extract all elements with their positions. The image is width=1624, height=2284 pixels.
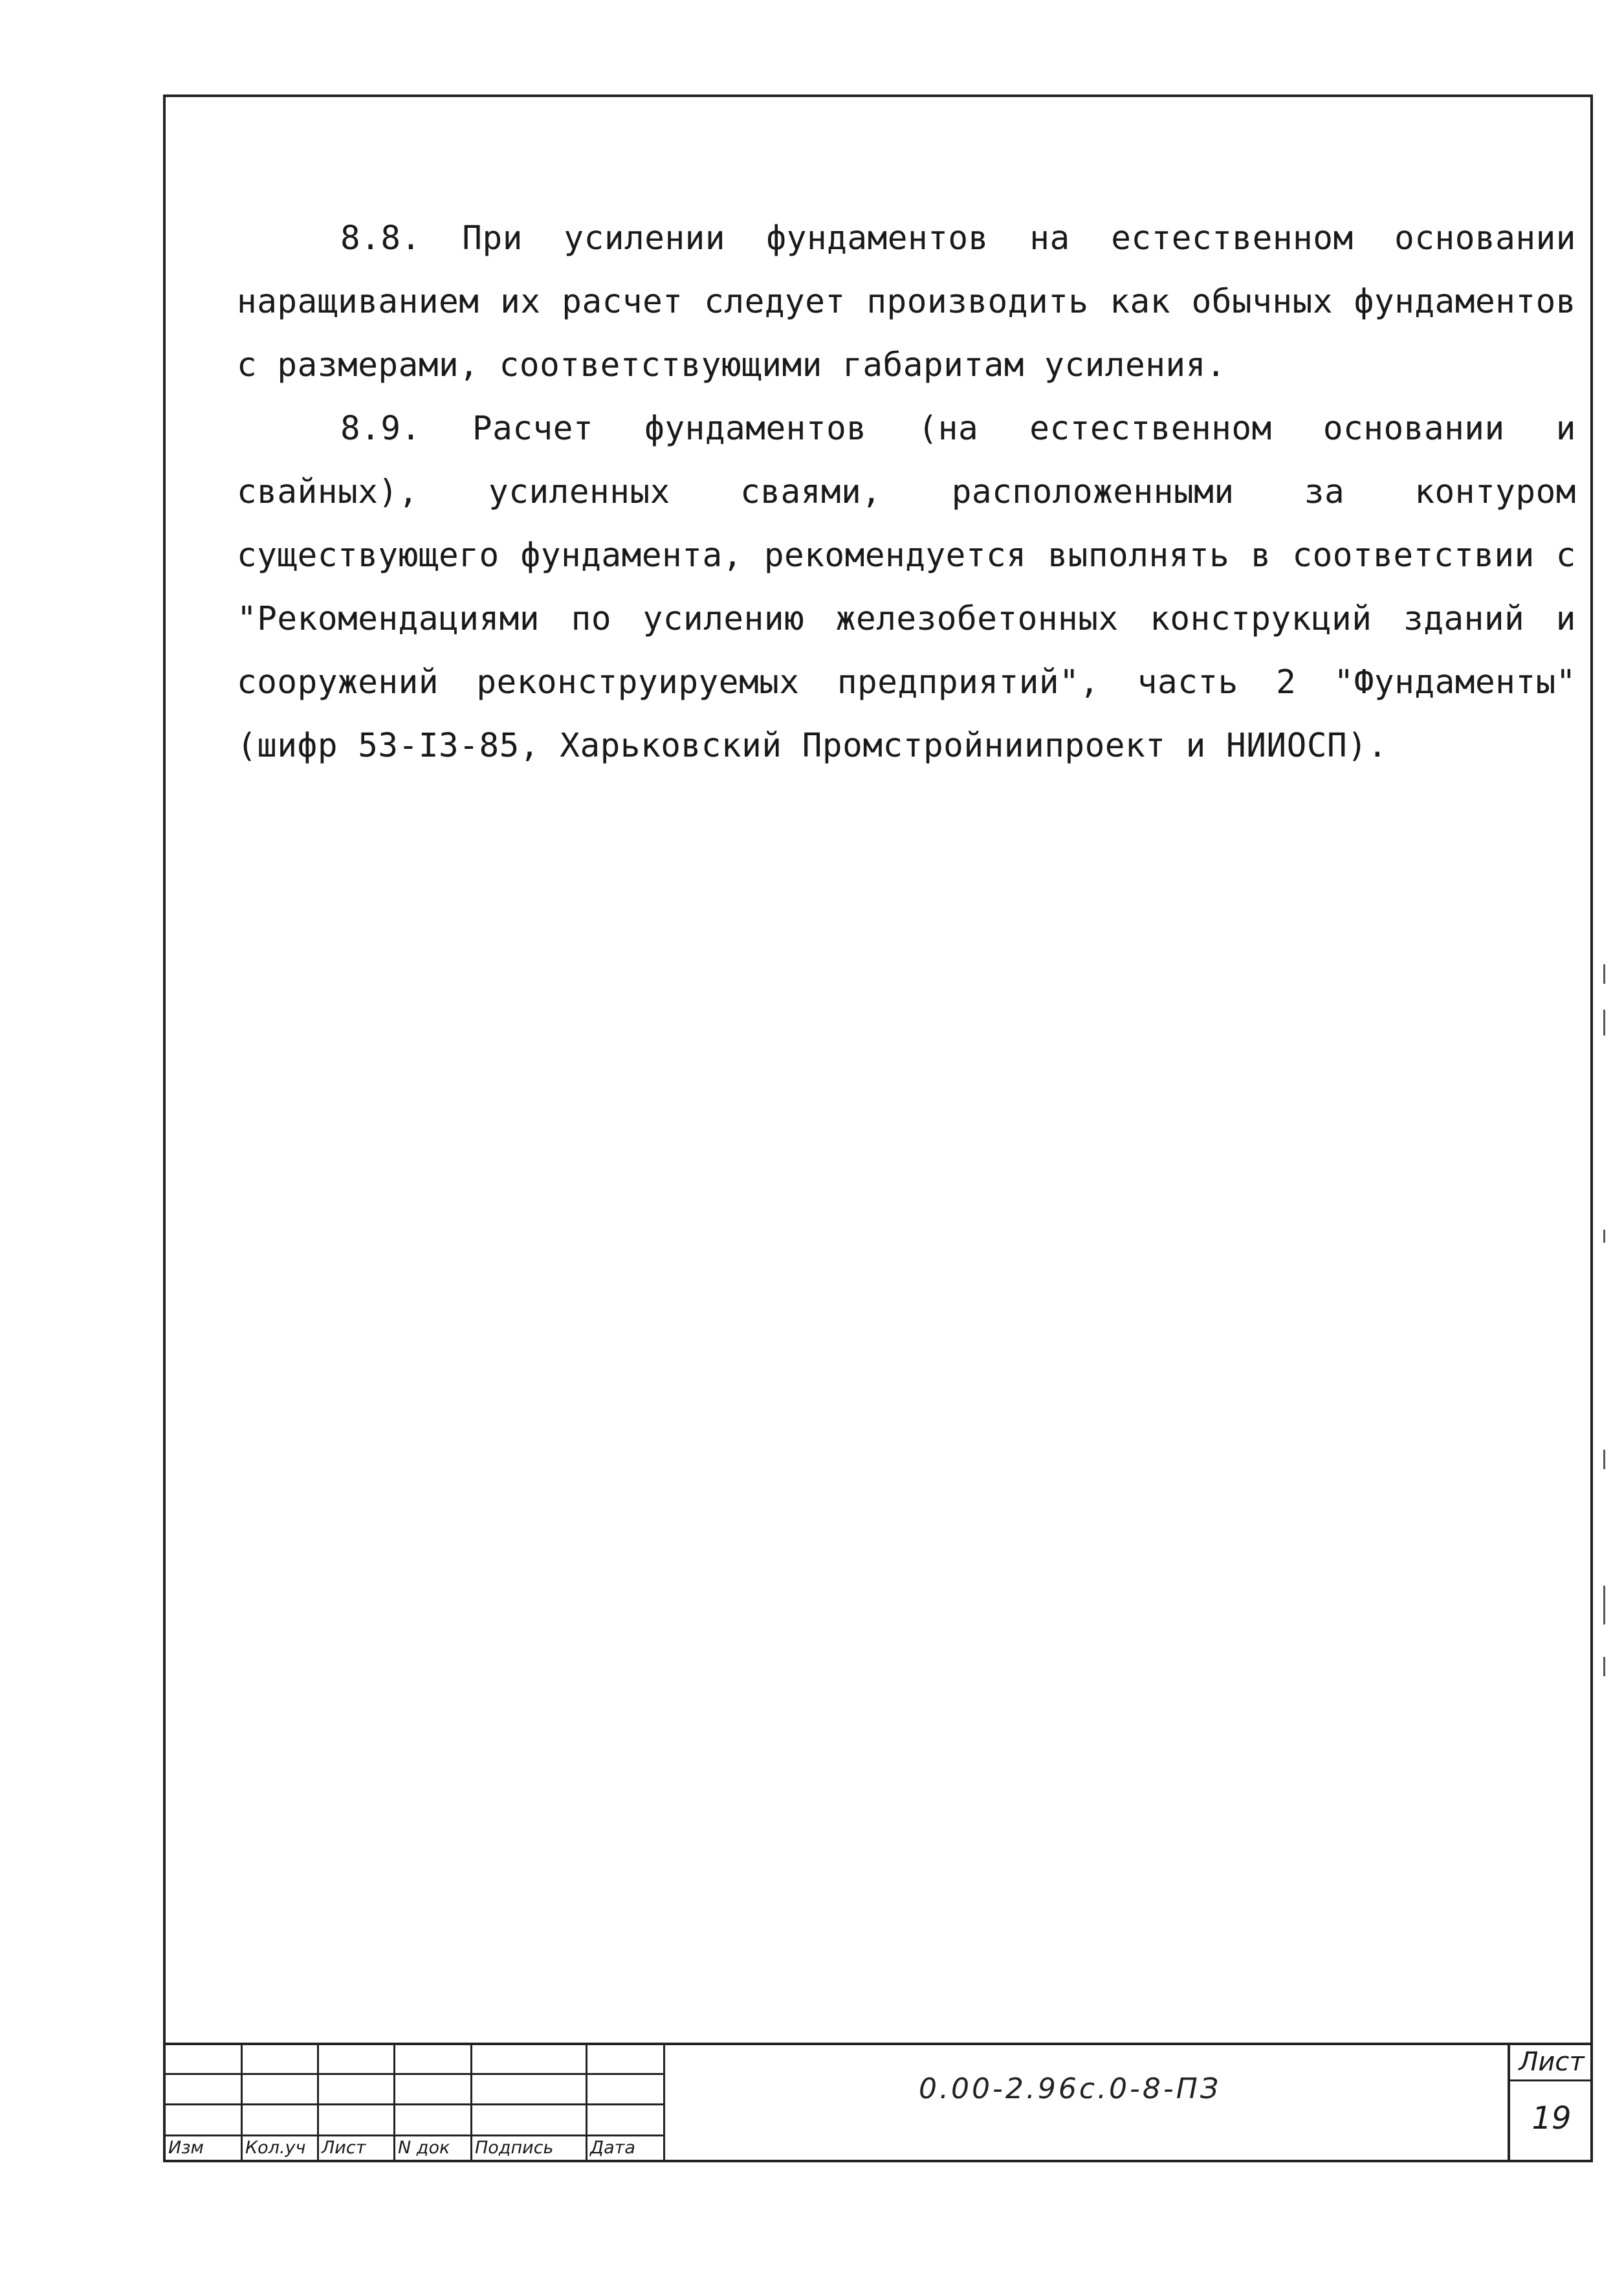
sheet-box — [1508, 2043, 1593, 2162]
stamp-cell — [472, 2105, 587, 2136]
stamp-cell — [587, 2105, 665, 2136]
paragraph-8-9: 8.9. Расчет фундаментов (на естественном основании и свайных), усиленных сваями, расположенными за контуром существующего фундамента, рекомендуется выполнять в соответствии с "Рекомендациями по усилению железобетонных конструкций зданий и сооружений реконструируемых предприятий", часть 2 "Фундаменты" (шифр 53-I3-85, Харьковский Промстройниипроект и НИИОСП). — [237, 410, 1576, 765]
stamp-cell — [243, 2045, 319, 2075]
margin-mark — [1603, 1010, 1605, 1036]
stamp-cell — [319, 2075, 395, 2105]
paragraph-8-8: 8.8. При усилении фундаментов на естественном основании наращиванием их расчет следует производить как обычных фундаментов с размерами, соответствующими габаритам усиления. — [237, 219, 1576, 384]
column-label-list: Лист — [319, 2136, 395, 2160]
revision-table — [166, 2045, 665, 2160]
stamp-cell — [319, 2105, 395, 2136]
stamp-cell — [166, 2075, 243, 2105]
column-label-data: Дата — [587, 2136, 665, 2160]
stamp-cell — [166, 2105, 243, 2136]
margin-mark — [1603, 1450, 1605, 1469]
document-body — [237, 207, 1576, 778]
stamp-cell — [395, 2045, 472, 2075]
column-label-podpis: Подпись — [472, 2136, 587, 2160]
stamp-cell — [243, 2075, 319, 2105]
stamp-cell — [587, 2075, 665, 2105]
stamp-cell — [472, 2075, 587, 2105]
stamp-cell — [166, 2045, 243, 2075]
column-label-n-dok: N док — [395, 2136, 472, 2160]
margin-mark — [1603, 1657, 1605, 1676]
stamp-cell — [243, 2105, 319, 2136]
sheet-label: Лист — [1510, 2043, 1593, 2081]
document-code: 0.00-2.96с.0-8-ПЗ — [919, 2072, 1222, 2105]
sheet-number: 19 — [1531, 2100, 1572, 2136]
column-label-izm: Изм — [166, 2136, 243, 2160]
stamp-cell — [472, 2045, 587, 2075]
margin-mark — [1603, 1230, 1605, 1243]
stamp-cell — [395, 2105, 472, 2136]
stamp-cell — [319, 2045, 395, 2075]
margin-mark — [1603, 1586, 1605, 1624]
column-label-kol-uch: Кол.уч — [243, 2136, 319, 2160]
stamp-cell — [587, 2045, 665, 2075]
title-block — [166, 2043, 1590, 2160]
stamp-cell — [395, 2075, 472, 2105]
margin-mark — [1603, 964, 1605, 984]
